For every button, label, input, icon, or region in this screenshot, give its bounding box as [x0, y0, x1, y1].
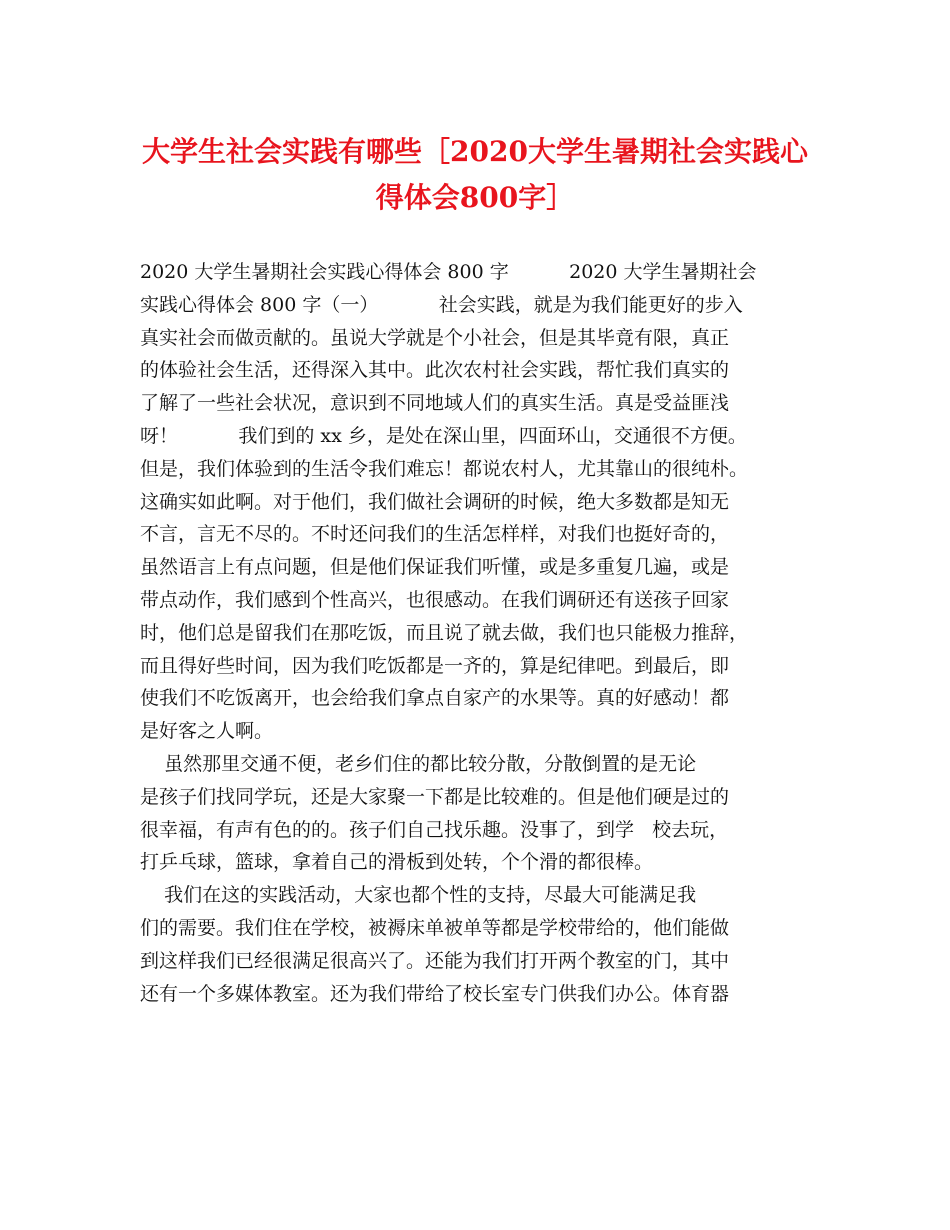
body-line: 还有一个多媒体教室。还为我们带给了校长室专门供我们办公。体育器	[140, 982, 730, 1005]
body-line: 虽然语言上有点问题，但是他们保证我们听懂，或是多重复几遍，或是	[140, 556, 730, 579]
body-line: 了解了一些社会状况，意识到不同地域人们的真实生活。真是受益匪浅	[140, 392, 730, 415]
body-line: 而且得好些时间，因为我们吃饭都是一齐的，算是纪律吧。到最后，即	[140, 654, 730, 677]
body-line: 的体验社会生活，还得深入其中。此次农村社会实践，帮忙我们真实的	[140, 359, 730, 382]
body-line: 呀！ 我们到的 xx 乡，是处在深山里，四面环山，交通很不方便。	[140, 424, 747, 447]
document-body	[140, 256, 830, 1010]
body-line: 是孩子们找同学玩，还是大家聚一下都是比较难的。但是他们硬是过的	[140, 785, 730, 808]
body-line: 不言，言无不尽的。不时还问我们的生活怎样样，对我们也挺好奇的，	[140, 523, 730, 546]
body-line: 真实社会而做贡献的。虽说大学就是个小社会，但是其毕竟有限，真正	[140, 326, 730, 349]
body-line: 使我们不吃饭离开，也会给我们拿点自家产的水果等。真的好感动！都	[140, 687, 730, 710]
body-line: 们的需要。我们住在学校，被褥床单被单等都是学校带给的，他们能做	[140, 916, 730, 939]
body-line: 带点动作，我们感到个性高兴，也很感动。在我们调研还有送孩子回家	[140, 588, 730, 611]
body-line: 实践心得体会 800 字（一） 社会实践，就是为我们能更好的步入	[140, 293, 743, 316]
body-line: 我们在这的实践活动，大家也都个性的支持，尽最大可能满足我	[140, 884, 697, 907]
body-line: 虽然那里交通不便，老乡们住的都比较分散，分散倒置的是无论	[140, 752, 697, 775]
body-line: 但是，我们体验到的生活令我们难忘！都说农村人，尤其靠山的很纯朴。	[140, 457, 749, 480]
body-line: 是好客之人啊。	[140, 720, 274, 743]
body-line: 2020 大学生暑期社会实践心得体会 800 字 2020 大学生暑期社会	[140, 261, 757, 283]
document-title-line-1: 大学生社会实践有哪些［2020大学生暑期社会实践心	[142, 135, 808, 168]
body-line: 打乒乓球，篮球，拿着自己的滑板到处转，个个滑的都很棒。	[140, 851, 654, 874]
body-line: 到这样我们已经很满足很高兴了。还能为我们打开两个教室的门，其中	[140, 949, 730, 972]
document-title-line-2: 得体会800字］	[375, 181, 575, 214]
body-line: 这确实如此啊。对于他们，我们做社会调研的时候，绝大多数都是知无	[140, 490, 730, 513]
body-line: 时，他们总是留我们在那吃饭，而且说了就去做，我们也只能极力推辞，	[140, 621, 749, 644]
body-line: 很幸福，有声有色的的。孩子们自己找乐趣。没事了，到学 校去玩，	[140, 818, 729, 841]
